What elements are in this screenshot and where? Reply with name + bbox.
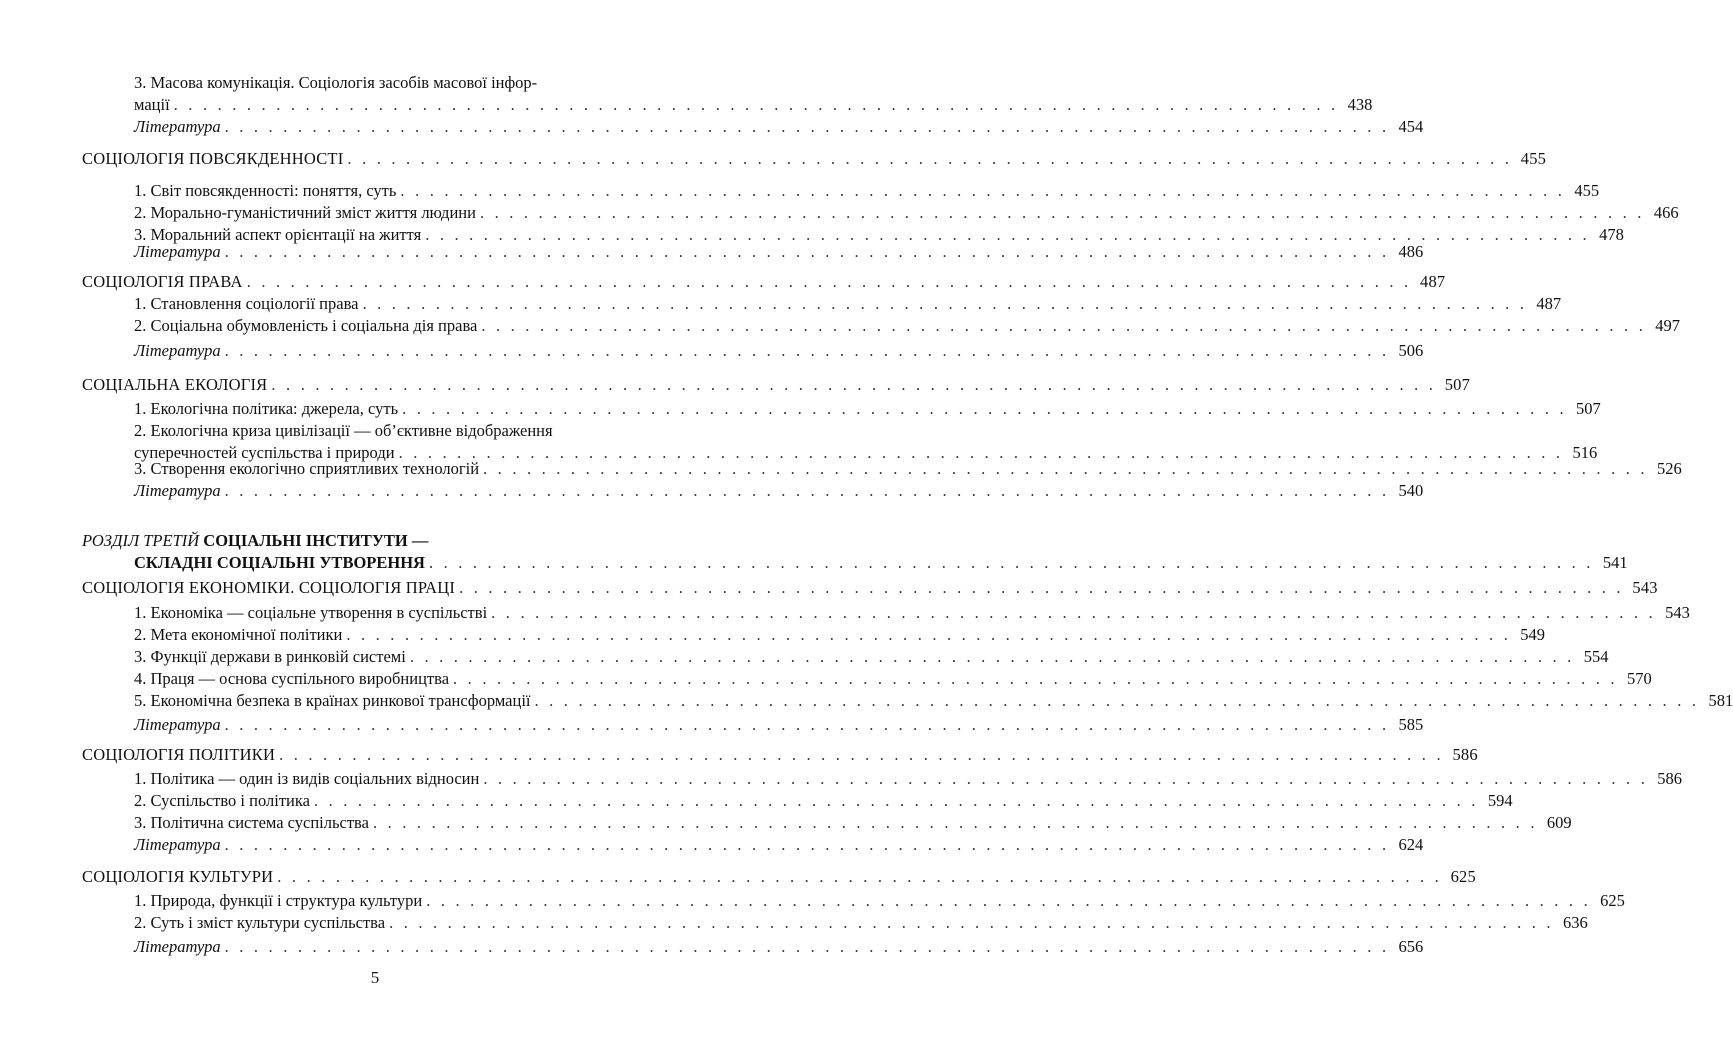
leader-dots: . . . . . . . . . . . . . . . . . . . . . . . . . . . . . . . . . . . . . . . . . . . . . . . . . . . . . . . . . . . . . . . . . . . . . . . . . . . . . . . . xyxy=(224,937,1390,956)
leader-dots: . . . . . . . . . . . . . . . . . . . . . . . . . . . . . . . . . . . . . . . . . . . . . . . . . . . . . . . . . . . . . . . . . . . . . . . . . . . . . . . . xyxy=(362,294,1528,313)
toc-entry xyxy=(82,866,1476,888)
leader-dots: . . . . . . . . . . . . . . . . . . . . . . . . . . . . . . . . . . . . . . . . . . . . . . . . . . . . . . . . . . . . . . . . . . . . . . . . . . . . . . . . xyxy=(246,272,1412,291)
page-ref: 438 xyxy=(1347,95,1373,114)
page-ref: 625 xyxy=(1600,891,1625,910)
entry-title: 1. Політика — один із видів соціальних відносин xyxy=(134,769,480,788)
leader-dots: . . . . . . . . . . . . . . . . . . . . . . . . . . . . . . . . . . . . . . . . . . . . . . . . . . . . . . . . . . . . . . . . . . . . . . . . . . . . . . . . xyxy=(453,669,1618,688)
leader-dots: . . . . . . . . . . . . . . . . . . . . . . . . . . . . . . . . . . . . . . . . . . . . . . . . . . . . . . . . . . . . . . . . . . . . . . . . . . . . . . . . xyxy=(481,316,1647,335)
part-heading-line xyxy=(82,530,668,552)
page-ref: 594 xyxy=(1487,791,1513,810)
entry-title: 2. Суть і зміст культури суспільства xyxy=(134,913,386,932)
toc-line xyxy=(134,398,1601,420)
page-ref: 507 xyxy=(1444,375,1471,394)
page-ref: 636 xyxy=(1563,913,1588,932)
leader-dots: . . . . . . . . . . . . . . . . . . . . . . . . . . . . . . . . . . . . . . . . . . . . . . . . . . . . . . . . . . . . . . . . . . . . . . . . . . . . . . . . xyxy=(425,225,1590,244)
toc-entry xyxy=(134,602,1690,624)
literature-label: Література xyxy=(134,715,221,734)
toc-line xyxy=(134,458,1682,480)
toc-line xyxy=(134,241,1424,263)
page-ref: 570 xyxy=(1626,669,1652,688)
toc-entry xyxy=(134,116,1424,138)
entry-title: 1. Природа, функції і структура культури xyxy=(134,891,423,910)
toc-entry xyxy=(134,340,1424,362)
page-ref: 543 xyxy=(1665,603,1690,622)
toc-line xyxy=(82,148,1547,170)
page-ref: 585 xyxy=(1398,715,1424,734)
entry-title: 1. Екологічна політика: джерела, суть xyxy=(134,399,399,418)
entry-title: 2. Суспільство і політика xyxy=(134,791,310,810)
leader-dots: . . . . . . . . . . . . . . . . . . . . . . . . . . . . . . . . . . . . . . . . . . . . . . . . . . . . . . . . . . . . . . . . . . . . . . . . . . . . . . . . xyxy=(224,341,1390,360)
part-title-line1: СОЦІАЛЬНІ ІНСТИТУТИ — xyxy=(203,531,429,550)
leader-dots: . . . . . . . . . . . . . . . . . . . . . . . . . . . . . . . . . . . . . . . . . . . . . . . . . . . . . . . . . . . . . . . . . . . . . . . . . . . . . . . . xyxy=(271,375,1437,394)
toc-line xyxy=(134,790,1513,812)
toc-entry xyxy=(134,315,1681,337)
literature-label: Література xyxy=(134,481,221,500)
page-ref: 478 xyxy=(1599,225,1624,244)
toc-line xyxy=(134,812,1572,834)
leader-dots: . . . . . . . . . . . . . . . . . . . . . . . . . . . . . . . . . . . . . . . . . . . . . . . . . . . . . . . . . . . . . . . . . . . . . . . . . . . . . . . . xyxy=(372,813,1538,832)
toc-line xyxy=(82,271,1446,293)
leader-dots: . . . . . . . . . . . . . . . . . . . . . . . . . . . . . . . . . . . . . . . . . . . . . . . . . . . . . . . . . . . . . . . . . . . . . . . . . . . . . . . . xyxy=(279,745,1444,764)
toc-line xyxy=(134,315,1681,337)
literature-label: Література xyxy=(134,341,221,360)
toc-entry xyxy=(134,180,1600,202)
toc-line xyxy=(134,890,1625,912)
page-ref: 543 xyxy=(1632,578,1658,597)
page-ref: 487 xyxy=(1536,294,1562,313)
entry-title: СОЦІОЛОГІЯ ПОВСЯКДЕННОСТІ xyxy=(82,149,344,168)
leader-dots: . . . . . . . . . . . . . . . . . . . . . . . . . . . . . . . . . . . . . . . . . . . . . . . . . . . . . . . . . . . . . . . . . . . . . . . . . . . . . . . . xyxy=(224,715,1390,734)
toc-entry xyxy=(82,577,1658,599)
page-ref: 466 xyxy=(1653,203,1679,222)
toc-line xyxy=(82,866,1476,888)
entry-title: 3. Створення екологічно сприятливих технологій xyxy=(134,459,480,478)
toc-entry xyxy=(134,480,1424,502)
page-ref: 487 xyxy=(1420,272,1446,291)
entry-title: суперечностей суспільства і природи xyxy=(134,443,395,462)
entry-title: СОЦІОЛОГІЯ ПРАВА xyxy=(82,272,243,291)
page-ref: 506 xyxy=(1398,341,1424,360)
entry-title: мації xyxy=(134,95,170,114)
toc-line xyxy=(134,94,1373,116)
entry-title: 4. Праця — основа суспільного виробництва xyxy=(134,669,450,688)
toc-entry xyxy=(134,72,1373,116)
toc-line xyxy=(134,936,1424,958)
page-ref: 541 xyxy=(1602,553,1628,572)
toc-entry xyxy=(82,271,1446,293)
toc-line xyxy=(134,714,1424,736)
toc-entry xyxy=(134,912,1588,934)
toc-entry xyxy=(82,530,1628,574)
entry-title: 2. Соціальна обумовленість і соціальна дія права xyxy=(134,316,478,335)
leader-dots: . . . . . . . . . . . . . . . . . . . . . . . . . . . . . . . . . . . . . . . . . . . . . . . . . . . . . . . . . . . . . . . . . . . . . . . . . . . . . . . . xyxy=(459,578,1624,597)
entry-title: 2. Мета економічної політики xyxy=(134,625,343,644)
leader-dots: . . . . . . . . . . . . . . . . . . . . . . . . . . . . . . . . . . . . . . . . . . . . . . . . . . . . . . . . . . . . . . . . . . . . . . . . . . . . . . . . xyxy=(224,117,1390,136)
toc-line xyxy=(134,768,1683,790)
page-ref: 656 xyxy=(1398,937,1424,956)
entry-title: 1. Економіка — соціальне утворення в суспільстві xyxy=(134,603,488,622)
entry-title: 3. Моральний аспект орієнтації на життя xyxy=(134,225,422,244)
leader-dots: . . . . . . . . . . . . . . . . . . . . . . . . . . . . . . . . . . . . . . . . . . . . . . . . . . . . . . . . . . . . . . . . . . . . . . . . . . . . . . . . xyxy=(347,149,1513,168)
leader-dots: . . . . . . . . . . . . . . . . . . . . . . . . . . . . . . . . . . . . . . . . . . . . . . . . . . . . . . . . . . . . . . . . . . . . . . . . . . . . . . . . xyxy=(398,443,1564,462)
toc-line xyxy=(82,577,1658,599)
entry-title-continued: 2. Екологічна криза цивілізації — об’єктивне відображення xyxy=(134,421,553,440)
toc-entry xyxy=(134,293,1562,315)
entry-title: СОЦІОЛОГІЯ ПОЛІТИКИ xyxy=(82,745,276,764)
leader-dots: . . . . . . . . . . . . . . . . . . . . . . . . . . . . . . . . . . . . . . . . . . . . . . . . . . . . . . . . . . . . . . . . . . . . . . . . . . . . . . . . xyxy=(224,481,1390,500)
toc-entry xyxy=(134,714,1424,736)
leader-dots: . . . . . . . . . . . . . . . . . . . . . . . . . . . . . . . . . . . . . . . . . . . . . . . . . . . . . . . . . . . . . . . . . . . . . . . . . . . . . . . . xyxy=(346,625,1512,644)
page-ref: 609 xyxy=(1546,813,1572,832)
leader-dots: . . . . . . . . . . . . . . . . . . . . . . . . . . . . . . . . . . . . . . . . . . . . . . . . . . . . . . . . . . . . . . . . . . . . . . . . . . . . . . . . xyxy=(389,913,1554,932)
leader-dots: . . . . . . . . . . . . . . . . . . . . . . . . . . . . . . . . . . . . . . . . . . . . . . . . . . . . . . . . . . . . . . . . . . . . . . . . . . . . . . . . xyxy=(426,891,1591,910)
literature-label: Література xyxy=(134,117,221,136)
page-ref: 526 xyxy=(1656,459,1682,478)
toc-entry xyxy=(82,148,1547,170)
toc-entry xyxy=(134,458,1682,480)
toc-entry xyxy=(134,398,1601,420)
toc-line xyxy=(134,624,1546,646)
toc-entry xyxy=(82,744,1478,766)
toc-line xyxy=(134,480,1424,502)
toc-entry xyxy=(82,374,1471,396)
entry-title: 3. Політична система суспільства xyxy=(134,813,369,832)
entry-title: СОЦІАЛЬНА ЕКОЛОГІЯ xyxy=(82,375,268,394)
page-ref: 581 xyxy=(1708,691,1733,710)
leader-dots: . . . . . . . . . . . . . . . . . . . . . . . . . . . . . . . . . . . . . . . . . . . . . . . . . . . . . . . . . . . . . . . . . . . . . . . . . . . . . . . . xyxy=(483,769,1649,788)
page-ref: 586 xyxy=(1452,745,1478,764)
toc-line xyxy=(134,116,1424,138)
page-ref: 455 xyxy=(1574,181,1600,200)
page-number: 5 xyxy=(370,968,380,987)
toc-entry xyxy=(134,241,1424,263)
page-ref: 497 xyxy=(1655,316,1681,335)
toc-entry xyxy=(134,646,1609,668)
leader-dots: . . . . . . . . . . . . . . . . . . . . . . . . . . . . . . . . . . . . . . . . . . . . . . . . . . . . . . . . . . . . . . . . . . . . . . . . . . . . . . . . xyxy=(277,867,1442,886)
leader-dots: . . . . . . . . . . . . . . . . . . . . . . . . . . . . . . . . . . . . . . . . . . . . . . . . . . . . . . . . . . . . . . . . . . . . . . . . . . . . . . . . xyxy=(534,691,1700,710)
entry-title-continued: 3. Масова комунікація. Соціологія засобів масової інфор- xyxy=(134,73,538,92)
leader-dots: . . . . . . . . . . . . . . . . . . . . . . . . . . . . . . . . . . . . . . . . . . . . . . . . . . . . . . . . . . . . . . . . . . . . . . . . . . . . . . . . xyxy=(224,835,1390,854)
entry-title: 2. Морально-гуманістичний зміст життя людини xyxy=(134,203,476,222)
literature-label: Література xyxy=(134,242,221,261)
toc-line xyxy=(134,202,1679,224)
page-ref: 625 xyxy=(1450,867,1476,886)
toc-line xyxy=(134,340,1424,362)
toc-line xyxy=(134,668,1652,690)
toc-line xyxy=(82,744,1478,766)
toc-entry xyxy=(134,812,1572,834)
page-ref: 554 xyxy=(1583,647,1609,666)
toc-line xyxy=(134,293,1562,315)
page-ref: 624 xyxy=(1398,835,1424,854)
toc-line xyxy=(134,834,1424,856)
leader-dots: . . . . . . . . . . . . . . . . . . . . . . . . . . . . . . . . . . . . . . . . . . . . . . . . . . . . . . . . . . . . . . . . . . . . . . . . . . . . . . . . xyxy=(313,791,1479,810)
entry-title: 5. Економічна безпека в країнах ринкової трансформації xyxy=(134,691,531,710)
toc-line xyxy=(134,180,1600,202)
page-ref: 540 xyxy=(1398,481,1424,500)
toc-line xyxy=(134,602,1690,624)
page-ref: 507 xyxy=(1576,399,1601,418)
toc-line xyxy=(134,912,1588,934)
toc-line xyxy=(134,646,1609,668)
entry-title: 3. Функції держави в ринковій системі xyxy=(134,647,406,666)
part-label: РОЗДІЛ ТРЕТІЙ xyxy=(82,531,200,550)
page-ref: 549 xyxy=(1520,625,1546,644)
literature-label: Література xyxy=(134,937,221,956)
leader-dots: . . . . . . . . . . . . . . . . . . . . . . . . . . . . . . . . . . . . . . . . . . . . . . . . . . . . . . . . . . . . . . . . . . . . . . . . . . . . . . . . xyxy=(400,181,1566,200)
toc-entry xyxy=(134,890,1625,912)
leader-dots: . . . . . . . . . . . . . . . . . . . . . . . . . . . . . . . . . . . . . . . . . . . . . . . . . . . . . . . . . . . . . . . . . . . . . . . . . . . . . . . . xyxy=(173,95,1339,114)
page-ref: 586 xyxy=(1657,769,1683,788)
page-ref: 455 xyxy=(1520,149,1547,168)
toc-entry xyxy=(134,690,1733,712)
page-ref: 516 xyxy=(1572,443,1598,462)
toc-entry xyxy=(134,202,1679,224)
entry-title: СОЦІОЛОГІЯ КУЛЬТУРИ xyxy=(82,867,274,886)
leader-dots: . . . . . . . . . . . . . . . . . . . . . . . . . . . . . . . . . . . . . . . . . . . . . . . . . . . . . . . . . . . . . . . . . . . . . . . . . . . . . . . . xyxy=(491,603,1656,622)
leader-dots: . . . . . . . . . . . . . . . . . . . . . . . . . . . . . . . . . . . . . . . . . . . . . . . . . . . . . . . . . . . . . . . . . . . . . . . . . . . . . . . . xyxy=(479,203,1645,222)
toc-entry xyxy=(134,834,1424,856)
toc-line xyxy=(82,552,1628,574)
leader-dots: . . . . . . . . . . . . . . . . . . . . . . . . . . . . . . . . . . . . . . . . . . . . . . . . . . . . . . . . . . . . . . . . . . . . . . . . . . . . . . . . xyxy=(402,399,1567,418)
toc-line xyxy=(134,690,1733,712)
entry-title: 1. Становлення соціології права xyxy=(134,294,359,313)
leader-dots: . . . . . . . . . . . . . . . . . . . . . . . . . . . . . . . . . . . . . . . . . . . . . . . . . . . . . . . . . . . . . . . . . . . . . . . . . . . . . . . . xyxy=(428,553,1594,572)
leader-dots: . . . . . . . . . . . . . . . . . . . . . . . . . . . . . . . . . . . . . . . . . . . . . . . . . . . . . . . . . . . . . . . . . . . . . . . . . . . . . . . . xyxy=(483,459,1648,478)
toc-entry xyxy=(134,790,1513,812)
toc-entry xyxy=(134,936,1424,958)
part-title-line2: СКЛАДНІ СОЦІАЛЬНІ УТВОРЕННЯ xyxy=(134,553,425,572)
literature-label: Література xyxy=(134,835,221,854)
toc-entry xyxy=(134,768,1683,790)
entry-title: 1. Світ повсякденності: поняття, суть xyxy=(134,181,397,200)
toc-line xyxy=(82,374,1471,396)
leader-dots: . . . . . . . . . . . . . . . . . . . . . . . . . . . . . . . . . . . . . . . . . . . . . . . . . . . . . . . . . . . . . . . . . . . . . . . . . . . . . . . . xyxy=(224,242,1390,261)
toc-entry xyxy=(134,624,1546,646)
leader-dots: . . . . . . . . . . . . . . . . . . . . . . . . . . . . . . . . . . . . . . . . . . . . . . . . . . . . . . . . . . . . . . . . . . . . . . . . . . . . . . . . xyxy=(409,647,1575,666)
entry-title: СОЦІОЛОГІЯ ЕКОНОМІКИ. СОЦІОЛОГІЯ ПРАЦІ xyxy=(82,578,456,597)
page-ref: 486 xyxy=(1398,242,1424,261)
toc-entry xyxy=(134,668,1652,690)
page-ref: 454 xyxy=(1398,117,1424,136)
